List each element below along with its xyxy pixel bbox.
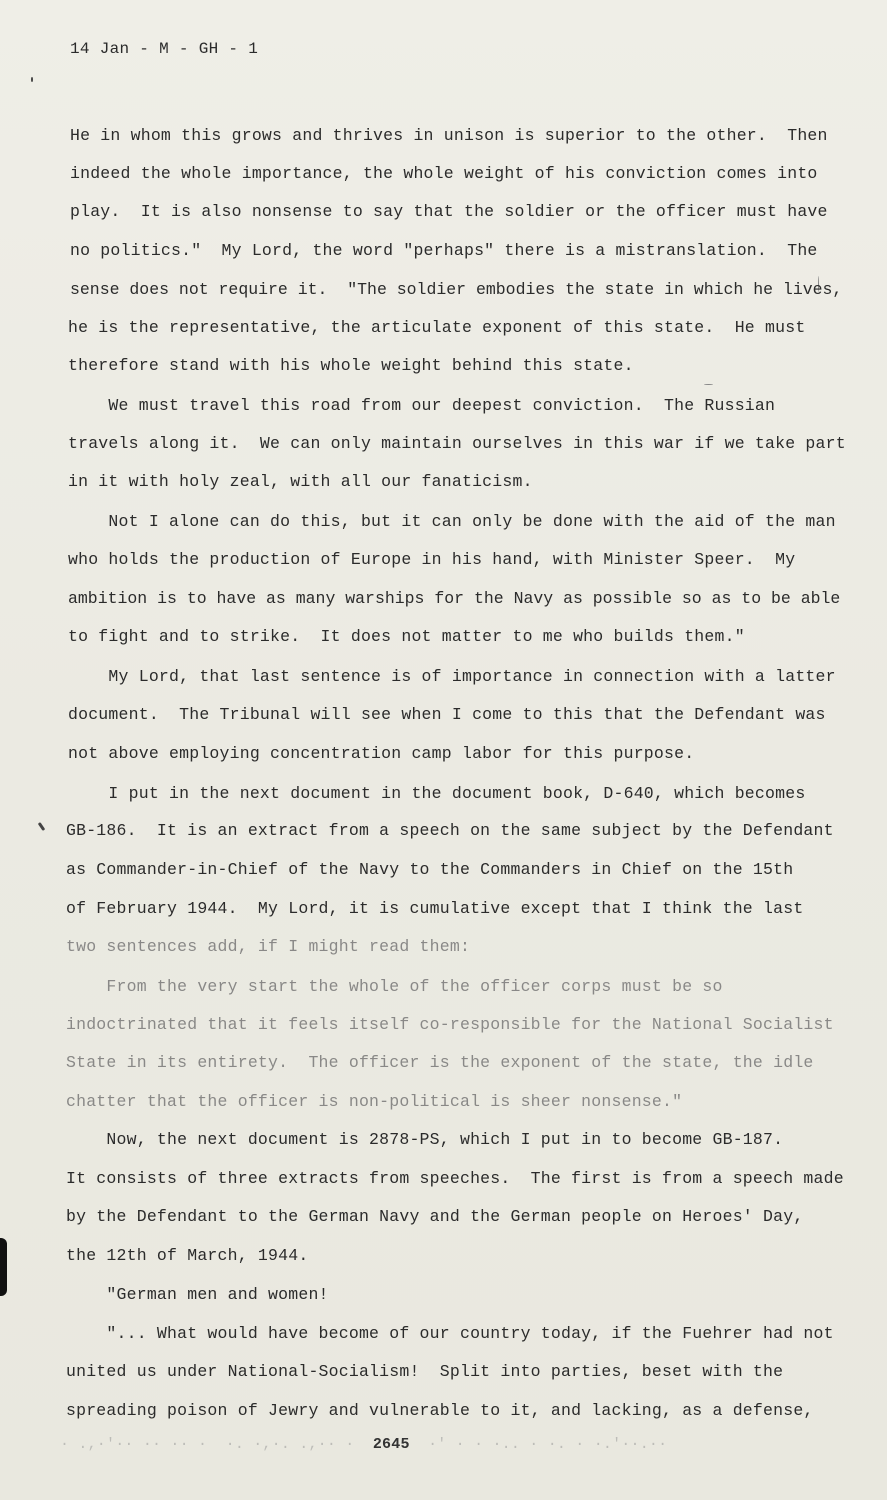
body-line: no politics." My Lord, the word "perhaps" there is a mistranslation. The: [70, 241, 818, 260]
body-line: indoctrinated that it feels itself co-responsible for the National Socialist: [66, 1015, 834, 1034]
page-number: 2645: [372, 1436, 410, 1453]
body-line: ambition is to have as many warships for the Navy as possible so as to be able: [68, 589, 841, 608]
body-line: I put in the next document in the document book, D-640, which becomes: [68, 784, 806, 803]
body-line: the 12th of March, 1944.: [66, 1246, 309, 1265]
body-line: State in its entirety. The officer is the exponent of the state, the idle: [66, 1053, 814, 1072]
body-line: indeed the whole importance, the whole weight of his conviction comes into: [70, 164, 818, 183]
body-line: He in whom this grows and thrives in unison is superior to the other. Then: [70, 126, 828, 145]
body-line: From the very start the whole of the officer corps must be so: [66, 977, 723, 996]
body-line: by the Defendant to the German Navy and the German people on Heroes' Day,: [66, 1207, 804, 1226]
body-line: two sentences add, if I might read them:: [66, 937, 471, 956]
body-line: spreading poison of Jewry and vulnerable to it, and lacking, as a defense,: [66, 1401, 814, 1420]
body-line: GB-186. It is an extract from a speech on the same subject by the Defendant: [66, 821, 834, 840]
footer-noise: · .,·'·· ·· ·· · ·. ·,·. .,·· ·: [60, 1436, 373, 1453]
body-line: "... What would have become of our country today, if the Fuehrer had not: [66, 1324, 834, 1343]
body-line: travels along it. We can only maintain ourselves in this war if we take part: [68, 434, 846, 453]
body-line: It consists of three extracts from speeches. The first is from a speech made: [66, 1169, 844, 1188]
body-line: he is the representative, the articulate exponent of this state. He must: [68, 318, 806, 337]
body-line: Not I alone can do this, but it can only be done with the aid of the man: [68, 512, 836, 531]
body-line: therefore stand with his whole weight behind this state.: [68, 356, 634, 375]
binding-mark: [0, 1238, 7, 1296]
body-line: My Lord, that last sentence is of importance in connection with a latter: [68, 667, 836, 686]
paper-speck: [38, 822, 46, 831]
page-header: 14 Jan - M - GH - 1: [70, 40, 259, 58]
paper-speck: [704, 384, 713, 385]
body-line: chatter that the officer is non-political is sheer nonsense.": [66, 1092, 683, 1111]
body-line: document. The Tribunal will see when I come to this that the Defendant was: [68, 705, 826, 724]
body-line: in it with holy zeal, with all our fanaticism.: [68, 472, 533, 491]
body-line: We must travel this road from our deepest conviction. The Russian: [68, 396, 776, 415]
body-line: as Commander-in-Chief of the Navy to the Commanders in Chief on the 15th: [66, 860, 794, 879]
body-line: Now, the next document is 2878-PS, which I put in to become GB-187.: [66, 1130, 784, 1149]
body-line: of February 1944. My Lord, it is cumulative except that I think the last: [66, 899, 804, 918]
body-line: play. It is also nonsense to say that the soldier or the officer must have: [70, 202, 828, 221]
body-line: "German men and women!: [66, 1285, 329, 1304]
body-line: to fight and to strike. It does not matter to me who builds them.": [68, 627, 745, 646]
page-number-footer: [60, 1436, 760, 1453]
footer-noise: ·' · · ·.. · ·. · ·.'··.··: [409, 1436, 668, 1453]
body-line: who holds the production of Europe in his hand, with Minister Speer. My: [68, 550, 796, 569]
body-line: sense does not require it. "The soldier embodies the state in which he lives,: [70, 280, 843, 299]
body-line: not above employing concentration camp labor for this purpose.: [68, 744, 695, 763]
body-line: united us under National-Socialism! Split into parties, beset with the: [66, 1362, 784, 1381]
paper-speck: [31, 77, 33, 82]
